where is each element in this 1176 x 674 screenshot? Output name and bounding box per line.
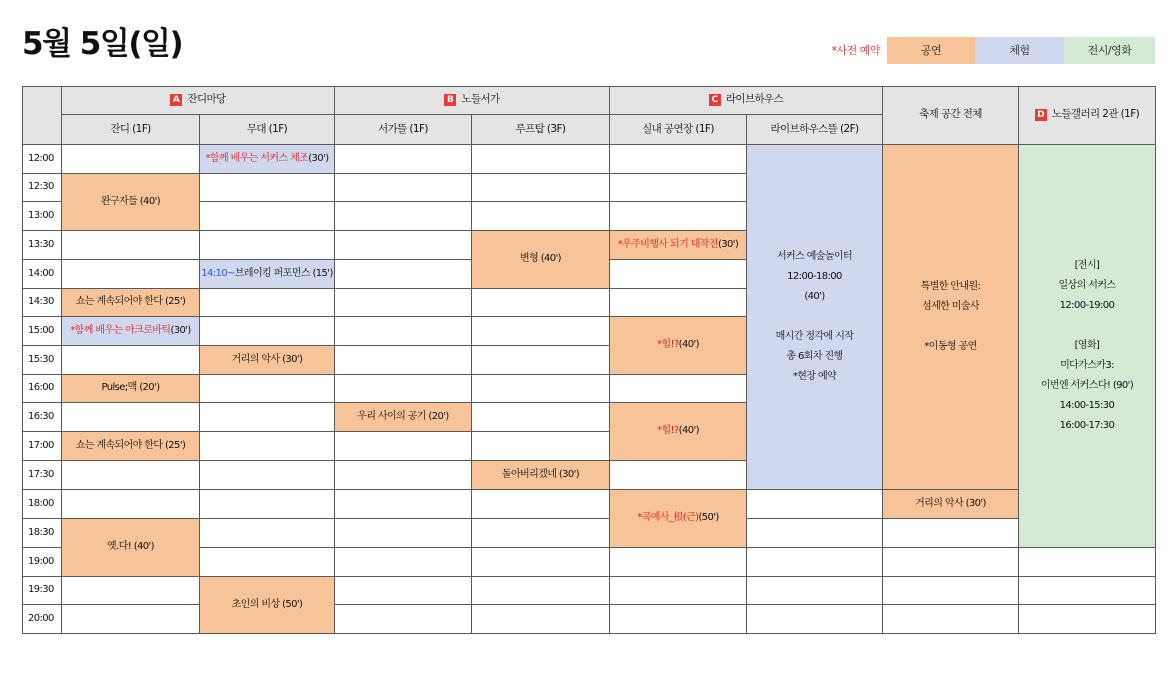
empty-slot (1019, 548, 1156, 577)
empty-slot (62, 490, 200, 519)
empty-slot (472, 548, 610, 577)
zone-a-badge: A (170, 94, 182, 106)
empty-slot (883, 577, 1019, 605)
empty-slot (200, 289, 335, 317)
time-label: 16:30 (22, 403, 62, 432)
empty-slot (883, 548, 1019, 577)
event-cell: 변형 (40') (472, 231, 610, 289)
duration-label: (30') (308, 152, 329, 164)
empty-slot (62, 461, 200, 490)
empty-slot (883, 605, 1019, 634)
circus-playground-block (747, 145, 883, 490)
event-cell: 우리 사이의 공기 (20') (335, 403, 472, 432)
empty-slot (335, 289, 472, 317)
empty-slot (335, 519, 472, 548)
empty-slot (472, 519, 610, 548)
empty-slot (610, 260, 747, 289)
empty-slot (62, 605, 200, 634)
time-label: 16:00 (22, 375, 62, 403)
gallery-film-title-1: 미다가스카3: (1060, 360, 1114, 371)
header-corner (22, 86, 62, 145)
empty-slot (62, 577, 200, 605)
empty-slot (62, 145, 200, 174)
roaming-performance-block (883, 145, 1019, 490)
duration-label: (30') (170, 324, 191, 336)
empty-slot (62, 260, 200, 289)
zone-d-name: 노들갤러리 2관 (1F) (1051, 108, 1140, 121)
event-cell: 초인의 비상 (50') (200, 577, 335, 634)
empty-slot (610, 577, 747, 605)
empty-slot (610, 174, 747, 202)
zone-c-name: 라이브하우스 (725, 93, 784, 106)
whole-line3: *이동형 공연 (924, 341, 977, 352)
venue-header: 라이브하우스뜰 (2F) (747, 115, 883, 145)
venue-header: 서가뜰 (1F) (335, 115, 472, 145)
empty-slot (200, 202, 335, 231)
empty-slot (200, 317, 335, 346)
empty-slot (747, 548, 883, 577)
empty-slot (200, 490, 335, 519)
legend-experience: 체험 (975, 37, 1064, 64)
empty-slot (472, 432, 610, 461)
event-cell: 거리의 악사 (30') (200, 346, 335, 375)
empty-slot (200, 519, 335, 548)
gallery-exhibit-title: 일상의 서커스 (1058, 280, 1116, 291)
reservation-label: *함께 배우는 서커스 체조 (205, 152, 309, 164)
empty-slot (335, 461, 472, 490)
whole-line2: 섬세한 미술사 (922, 301, 979, 312)
empty-slot (335, 490, 472, 519)
gallery-block (1019, 145, 1156, 548)
time-label: 19:00 (22, 548, 62, 577)
empty-slot (610, 145, 747, 174)
empty-slot (472, 375, 610, 403)
zone-d-badge: D (1035, 109, 1047, 121)
playground-hours: 12:00-18:00 (787, 271, 842, 282)
time-label: 15:00 (22, 317, 62, 346)
gallery-film-time-1: 14:00-15:30 (1059, 400, 1115, 411)
empty-slot (335, 260, 472, 289)
time-label: 12:00 (22, 145, 62, 174)
empty-slot (335, 432, 472, 461)
event-cell (62, 317, 200, 346)
empty-slot (335, 231, 472, 260)
venue-header: 잔디 (1F) (62, 115, 200, 145)
gallery-exhibit-tag: [전시] (1074, 260, 1100, 271)
zone-a-header (62, 86, 335, 115)
legend-performance: 공연 (887, 37, 975, 64)
reservation-label: *힙!? (657, 339, 679, 351)
zone-whole-header: 축제 공간 전체 (883, 86, 1019, 145)
reservation-label: *우주비행사 되기 대작전 (617, 238, 718, 250)
time-label: 19:30 (22, 577, 62, 605)
time-label: 13:00 (22, 202, 62, 231)
gallery-exhibit-hours: 12:00-19:00 (1059, 300, 1115, 311)
empty-slot (610, 202, 747, 231)
event-cell: 쇼는 계속되어야 한다 (25') (62, 289, 200, 317)
playground-schedule: 매시간 정각에 시작 (775, 331, 854, 342)
empty-slot (62, 231, 200, 260)
empty-slot (335, 174, 472, 202)
empty-slot (472, 605, 610, 634)
duration-label: (50') (698, 512, 719, 524)
event-cell: 완구자들 (40') (62, 174, 200, 231)
empty-slot (472, 145, 610, 174)
time-label: 13:30 (22, 231, 62, 260)
empty-slot (200, 461, 335, 490)
event-cell: 옛.다! (40') (62, 519, 200, 577)
playground-duration: (40') (804, 291, 825, 302)
empty-slot (335, 548, 472, 577)
empty-slot (335, 605, 472, 634)
event-cell (610, 403, 747, 461)
gallery-film-title-2: 이번엔 서커스다! (90') (1040, 380, 1134, 391)
event-cell (610, 490, 747, 548)
empty-slot (335, 375, 472, 403)
time-label: 15:30 (22, 346, 62, 375)
empty-slot (200, 403, 335, 432)
time-label: 17:00 (22, 432, 62, 461)
legend-reservation-note: *사전 예약 (831, 44, 880, 57)
event-cell (610, 231, 747, 260)
empty-slot (610, 548, 747, 577)
empty-slot (1019, 577, 1156, 605)
zone-b-header (335, 86, 610, 115)
reservation-label: *곡예사_根(근) (637, 512, 699, 524)
zone-c-header (610, 86, 883, 115)
whole-line1: 특별한 안내원: (920, 281, 981, 292)
start-time-label: 14:10~ (201, 267, 235, 279)
time-label: 12:30 (22, 174, 62, 202)
empty-slot (472, 202, 610, 231)
event-cell (200, 145, 335, 174)
event-cell: 돌아버리겠네 (30') (472, 461, 610, 490)
empty-slot (62, 403, 200, 432)
zone-b-name: 노들서가 (461, 93, 500, 106)
empty-slot (747, 605, 883, 634)
empty-slot (747, 577, 883, 605)
zone-b-badge: B (444, 94, 456, 106)
time-label: 18:00 (22, 490, 62, 519)
empty-slot (200, 548, 335, 577)
event-cell (610, 317, 747, 375)
empty-slot (472, 317, 610, 346)
time-label: 17:30 (22, 461, 62, 490)
empty-slot (472, 289, 610, 317)
empty-slot (883, 519, 1019, 548)
venue-header: 루프탑 (3F) (472, 115, 610, 145)
empty-slot (335, 145, 472, 174)
event-label: 브레이킹 퍼포먼스 (15') (234, 267, 333, 279)
time-label: 14:30 (22, 289, 62, 317)
empty-slot (200, 231, 335, 260)
empty-slot (200, 174, 335, 202)
duration-label: (30') (717, 238, 739, 250)
empty-slot (335, 577, 472, 605)
empty-slot (200, 375, 335, 403)
empty-slot (335, 317, 472, 346)
duration-label: (40') (678, 339, 699, 351)
zone-c-badge: C (709, 94, 721, 106)
empty-slot (747, 519, 883, 548)
zone-a-name: 잔디마당 (187, 93, 226, 106)
playground-title: 서커스 예술놀이터 (776, 251, 853, 262)
empty-slot (62, 346, 200, 375)
venue-header: 실내 공연장 (1F) (610, 115, 747, 145)
playground-reservation: *현장 예약 (792, 371, 837, 382)
empty-slot (610, 461, 747, 490)
zone-d-header (1019, 86, 1156, 145)
empty-slot (200, 432, 335, 461)
empty-slot (335, 202, 472, 231)
empty-slot (472, 403, 610, 432)
empty-slot (335, 346, 472, 375)
event-cell (200, 260, 335, 289)
gallery-film-tag: [영화] (1074, 340, 1100, 351)
empty-slot (747, 490, 883, 519)
legend-exhibition: 전시/영화 (1064, 37, 1155, 64)
venue-header: 무대 (1F) (200, 115, 335, 145)
empty-slot (610, 375, 747, 403)
event-cell: Pulse;맥 (20') (62, 375, 200, 403)
reservation-label: *함께 배우는 아크로바틱 (70, 324, 171, 336)
empty-slot (610, 605, 747, 634)
duration-label: (40') (678, 425, 699, 437)
empty-slot (610, 289, 747, 317)
empty-slot (472, 490, 610, 519)
time-label: 14:00 (22, 260, 62, 289)
reservation-label: *힙!? (657, 425, 679, 437)
empty-slot (472, 346, 610, 375)
event-cell: 거리의 악사 (30') (883, 490, 1019, 519)
time-label: 18:30 (22, 519, 62, 548)
playground-rounds: 총 6회차 진행 (786, 351, 843, 362)
page-title: 5월 5일(일) (22, 26, 183, 62)
empty-slot (472, 577, 610, 605)
empty-slot (1019, 605, 1156, 634)
gallery-film-time-2: 16:00-17:30 (1059, 420, 1115, 431)
time-label: 20:00 (22, 605, 62, 634)
empty-slot (472, 174, 610, 202)
event-cell: 쇼는 계속되어야 한다 (25') (62, 432, 200, 461)
schedule-table (22, 86, 1156, 634)
